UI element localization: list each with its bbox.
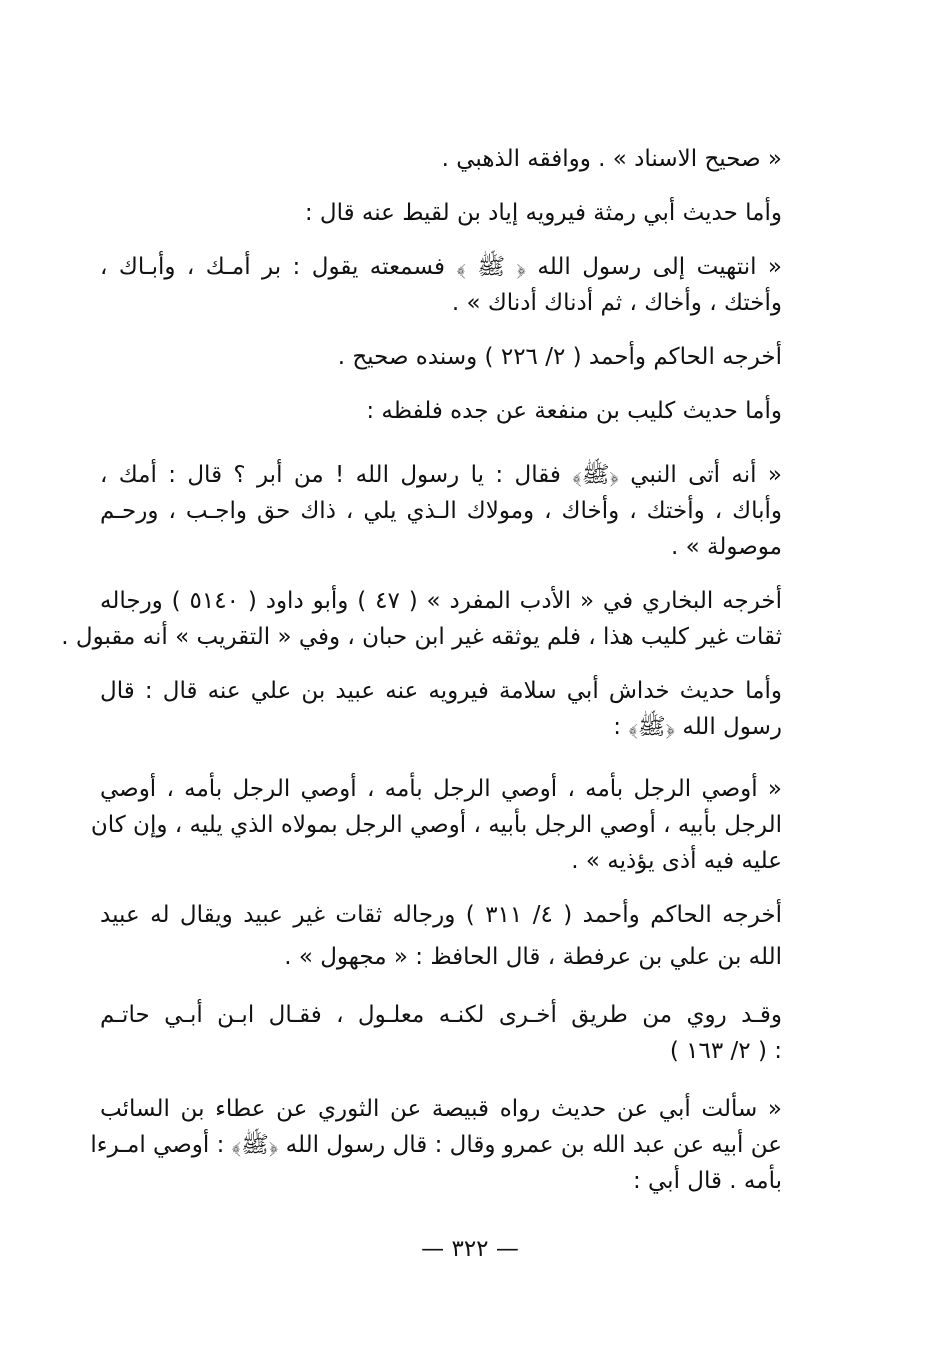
text-line: عن أبيه عن عبد الله بن عمرو وقال : قال رسول الله ﴿ﷺ﴾ : أوصي امـرءا — [90, 1132, 782, 1158]
text-line: « صحيح الاسناد » . ووافقه الذهبي . — [441, 146, 782, 172]
text-line: موصولة » . — [671, 534, 782, 560]
text-line: « انتهيت إلى رسول الله ﴿ ﷺ ﴾ فسمعته يقول : بر أمـك ، وأبـاك ، — [100, 254, 782, 280]
text-line: وأباك ، وأختك ، وأخاك ، ومولاك الـذي يلي ، ذاك حق واجـب ، ورحـم — [100, 498, 782, 524]
text-line: وأما حديث كليب بن منفعة عن جده فلفظه : — [366, 398, 782, 424]
text-line: وأما حديث أبي رمثة فيرويه إياد بن لقيط عنه قال : — [304, 200, 782, 226]
text-line: أخرجه الحاكم وأحمد ( ٢/ ٢٢٦ ) وسنده صحيح . — [337, 344, 782, 370]
text-line: « أنه أتى النبي ﴿ﷺ﴾ فقال : يا رسول الله ! من أبر ؟ قال : أمك ، — [100, 462, 782, 488]
text-line: رسول الله ﴿ﷺ﴾ : — [613, 714, 782, 740]
text-line: وأما حديث خداش أبي سلامة فيرويه عنه عبيد بن علي عنه قال : قال — [100, 678, 782, 704]
text-line: عليه فيه أذى يؤذيه » . — [571, 848, 782, 874]
text-line: بأمه . قال أبي : — [632, 1168, 782, 1194]
text-line: ثقات غير كليب هذا ، فلم يوثقه غير ابن حبان ، وفي « التقريب » أنه مقبول . — [61, 624, 782, 650]
text-line: الله بن علي بن عرفطة ، قال الحافظ : « مجهول » . — [284, 944, 782, 970]
text-line: أخرجه الحاكم وأحمد ( ٤/ ٣١١ ) ورجاله ثقات غير عبيد ويقال له عبيد — [100, 902, 783, 928]
text-line: أخرجه البخاري في « الأدب المفرد » ( ٤٧ ) وأبو داود ( ٥١٤٠ ) ورجاله — [100, 588, 782, 614]
text-line: « سألت أبي عن حديث رواه قبيصة عن الثوري عن عطاء بن السائب — [100, 1096, 782, 1122]
text-line: « أوصي الرجل بأمه ، أوصي الرجل بأمه ، أوصي الرجل بأمه ، أوصي — [100, 776, 782, 802]
text-line: الرجل بأبيه ، أوصي الرجل بأبيه ، أوصي الرجل بمولاه الذي يليه ، وإن كان — [90, 812, 782, 838]
text-line: ( ٢/ ١٦٣ ) : — [669, 1038, 782, 1064]
text-line: وقـد روي من طريق أخـرى لكنـه معلـول ، فقـال ابـن أبـي حاتـم — [100, 1002, 782, 1028]
page-number: — ٣٢٢ — — [421, 1236, 519, 1262]
text-line: وأختك ، وأخاك ، ثم أدناك أدناك » . — [451, 290, 782, 316]
